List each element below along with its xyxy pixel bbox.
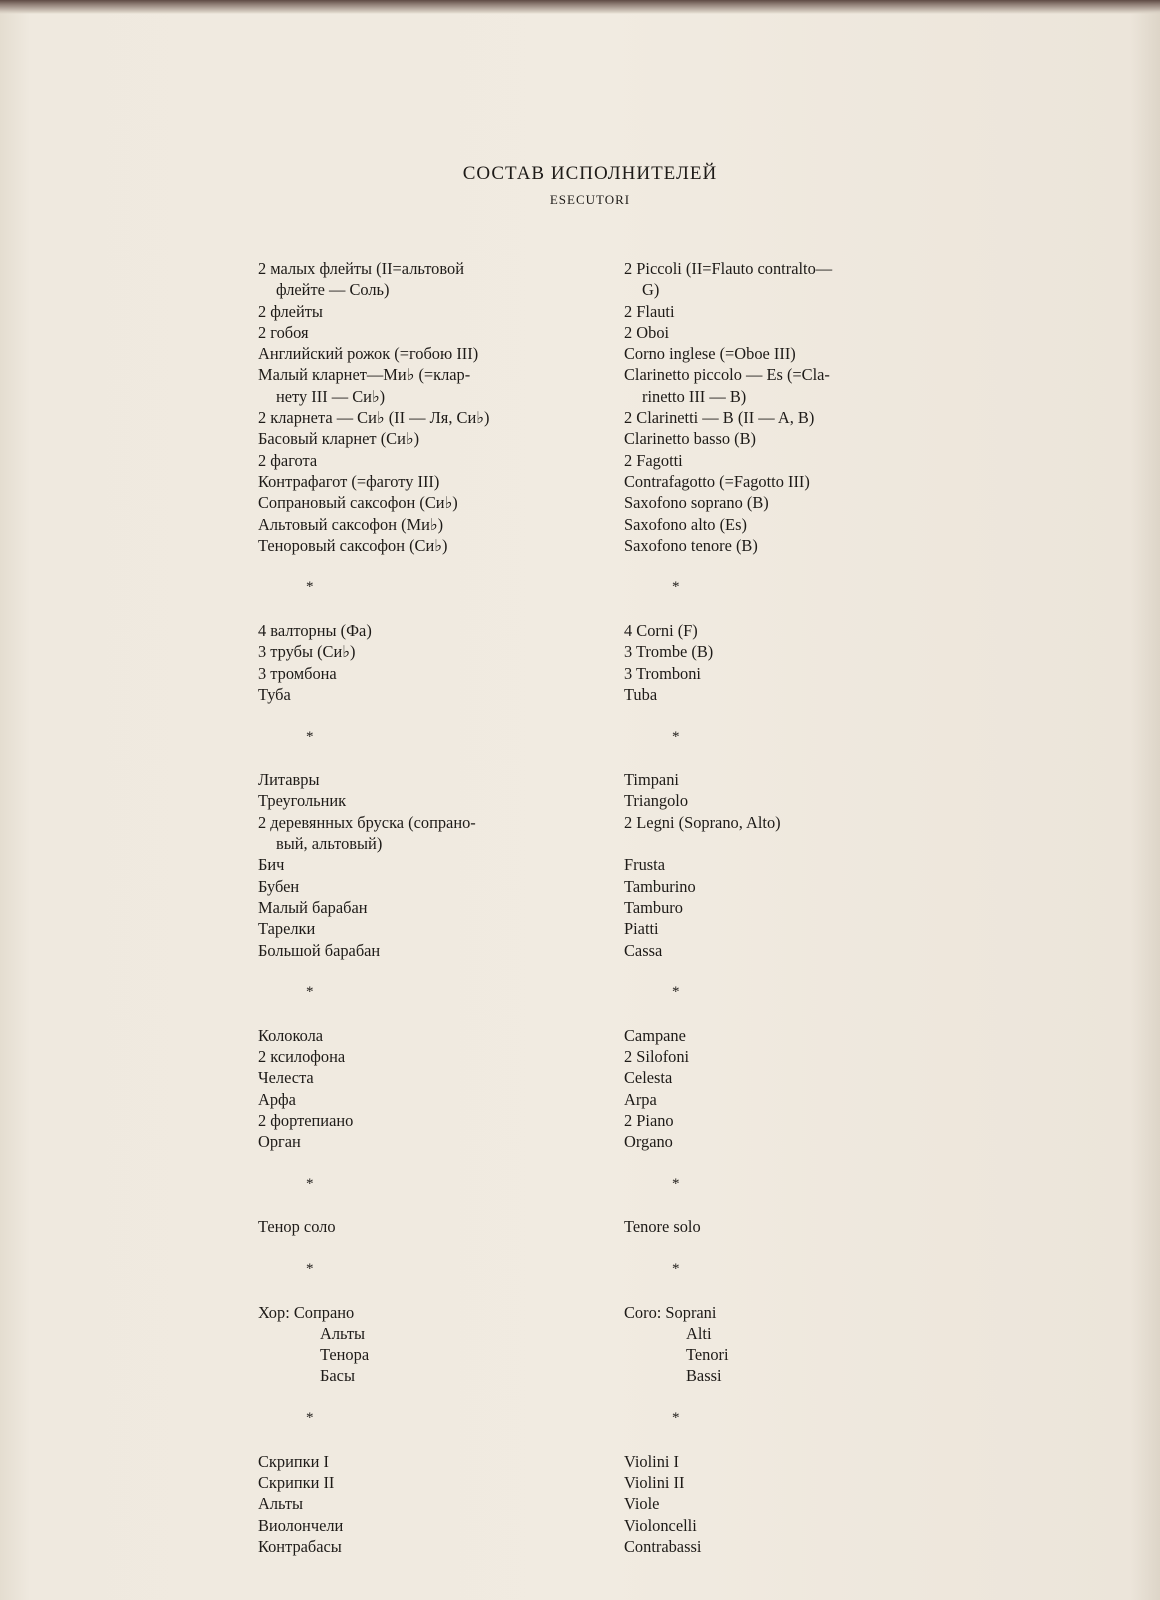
list-item: Tamburino — [624, 876, 696, 896]
page-subtitle: ESECUTORI — [549, 192, 631, 207]
list-item: Organo — [624, 1132, 673, 1152]
list-item: Контрафагот (=фаготу III) — [258, 471, 440, 491]
spacer — [258, 1003, 603, 1024]
list-item: Орган — [258, 1132, 301, 1152]
list-item: 3 трубы (Си♭) — [258, 642, 356, 662]
page-title: СОСТАВ ИСПОЛНИТЕЛЕЙ — [462, 163, 718, 184]
list-item: Saxofono alto (Es) — [624, 514, 747, 534]
spacer — [624, 1387, 924, 1408]
list-item: флейте — Соль) — [276, 280, 390, 300]
list-item: Saxofono tenore (B) — [624, 535, 758, 555]
section-separator: * — [306, 1410, 314, 1427]
spacer — [258, 1429, 603, 1450]
list-item: Tuba — [624, 684, 658, 704]
russian-instrument-list — [258, 258, 603, 1557]
list-item: 2 фортепиано — [258, 1110, 354, 1130]
spacer — [258, 748, 603, 769]
list-item: Coro: Soprani — [624, 1302, 717, 1322]
spacer — [258, 556, 603, 577]
list-item: Большой барабан — [258, 940, 381, 960]
list-item: Celesta — [624, 1068, 673, 1088]
list-item: 2 малых флейты (II=альтовой — [258, 259, 464, 278]
list-item: 2 Fagotti — [624, 450, 683, 470]
list-item: 2 фагота — [258, 450, 318, 470]
list-item: Басовый кларнет (Си♭) — [258, 429, 420, 449]
list-item: Альты — [320, 1323, 366, 1343]
list-item: Frusta — [624, 855, 665, 875]
list-item: Corno inglese (=Oboe III) — [624, 344, 796, 364]
list-item: 2 Legni (Soprano, Alto) — [624, 812, 781, 832]
spacer — [624, 556, 924, 577]
page-edge-shadow — [0, 0, 1160, 14]
list-item: 2 деревянных бруска (сопрано- — [258, 812, 476, 832]
spacer — [624, 1238, 924, 1259]
list-item: Tenore solo — [624, 1217, 701, 1237]
spacer — [258, 1152, 603, 1173]
spacer — [624, 705, 924, 726]
list-item: Скрипки II — [258, 1472, 335, 1492]
list-item: нету III — Си♭) — [276, 386, 386, 406]
list-item: Бич — [258, 855, 285, 875]
section-separator: * — [306, 1260, 314, 1277]
list-item: 4 валторны (Фа) — [258, 621, 372, 641]
list-item: Альты — [258, 1494, 304, 1514]
list-item: 2 ксилофона — [258, 1046, 346, 1066]
list-item: Tenori — [686, 1345, 729, 1365]
list-item: Альтовый саксофон (Ми♭) — [258, 514, 444, 534]
list-item: 2 Clarinetti — B (II — A, B) — [624, 408, 815, 428]
section-separator: * — [672, 984, 680, 1001]
list-item: Saxofono soprano (B) — [624, 493, 769, 513]
section-separator: * — [672, 1410, 680, 1427]
list-item: Малый барабан — [258, 897, 368, 917]
spacer — [258, 1195, 603, 1216]
italian-instrument-list — [624, 258, 924, 1557]
list-item: Violini II — [624, 1472, 685, 1492]
section-separator: * — [306, 728, 314, 745]
list-item: 3 Tromboni — [624, 663, 701, 683]
section-separator: * — [306, 984, 314, 1001]
list-item: Tamburo — [624, 897, 683, 917]
list-item: Басы — [320, 1366, 355, 1386]
section-separator: * — [672, 728, 680, 745]
list-item: 2 кларнета — Си♭ (II — Ля, Си♭) — [258, 408, 490, 428]
list-item: Виолончели — [258, 1515, 344, 1535]
spacer — [258, 1387, 603, 1408]
list-item: Треугольник — [258, 791, 347, 811]
section-separator: * — [672, 1175, 680, 1192]
list-item: Alti — [686, 1323, 712, 1343]
spacer — [624, 599, 924, 620]
list-item: 2 Silofoni — [624, 1046, 690, 1066]
list-item: Скрипки I — [258, 1451, 329, 1471]
spacer — [624, 1152, 924, 1173]
list-item: Малый кларнет—Ми♭ (=клар- — [258, 365, 471, 385]
list-item: Хор: Сопрано — [258, 1302, 355, 1322]
list-item: Triangolo — [624, 791, 689, 811]
spacer — [624, 833, 924, 854]
list-item: Колокола — [258, 1025, 324, 1045]
list-item: Piatti — [624, 919, 659, 939]
list-item: Теноровый саксофон (Си♭) — [258, 535, 448, 555]
list-item: Контрабасы — [258, 1536, 342, 1556]
list-item: Тенора — [320, 1345, 370, 1365]
section-separator: * — [672, 1260, 680, 1277]
list-item: Arpa — [624, 1089, 657, 1109]
list-item: Timpani — [624, 770, 679, 790]
list-item: Viole — [624, 1494, 660, 1514]
section-separator: * — [672, 579, 680, 596]
list-item: 3 тромбона — [258, 663, 337, 683]
spacer — [624, 1280, 924, 1301]
spacer — [258, 705, 603, 726]
spacer — [258, 1238, 603, 1259]
spacer — [624, 1195, 924, 1216]
list-item: Violoncelli — [624, 1515, 697, 1535]
list-item: 2 гобоя — [258, 322, 309, 342]
list-item: Contrabassi — [624, 1536, 702, 1556]
spacer — [624, 961, 924, 982]
list-item: вый, альтовый) — [276, 834, 383, 854]
list-item: Арфа — [258, 1089, 296, 1109]
list-item: Сопрановый саксофон (Си♭) — [258, 493, 458, 513]
list-item: Английский рожок (=гобою III) — [258, 344, 479, 364]
list-item: Violini I — [624, 1451, 680, 1471]
spacer — [624, 1003, 924, 1024]
section-separator: * — [306, 579, 314, 596]
list-item: Bassi — [686, 1366, 722, 1386]
list-item: Тарелки — [258, 919, 316, 939]
spacer — [258, 599, 603, 620]
list-item: 2 Piano — [624, 1110, 674, 1130]
list-item: 2 Oboi — [624, 322, 670, 342]
list-item: 3 Trombe (B) — [624, 642, 714, 662]
list-item: Cassa — [624, 940, 663, 960]
list-item: 2 Piccoli (II=Flauto contralto— — [624, 259, 833, 278]
list-item: Clarinetto piccolo — Es (=Cla- — [624, 365, 830, 385]
spacer — [258, 961, 603, 982]
list-item: Clarinetto basso (B) — [624, 429, 757, 449]
list-item: Челеста — [258, 1068, 314, 1088]
list-item: Тенор соло — [258, 1217, 336, 1237]
section-separator: * — [306, 1175, 314, 1192]
list-item: 2 Flauti — [624, 301, 675, 321]
spacer — [258, 1280, 603, 1301]
list-item: Бубен — [258, 876, 300, 896]
list-item: Campane — [624, 1025, 686, 1045]
list-item: 2 флейты — [258, 301, 323, 321]
spacer — [624, 748, 924, 769]
spacer — [624, 1429, 924, 1450]
list-item: Литавры — [258, 770, 320, 790]
list-item: Contrafagotto (=Fagotto III) — [624, 471, 810, 491]
list-item: G) — [642, 280, 660, 300]
list-item: 4 Corni (F) — [624, 621, 698, 641]
list-item: Туба — [258, 684, 291, 704]
list-item: rinetto III — B) — [642, 386, 747, 406]
